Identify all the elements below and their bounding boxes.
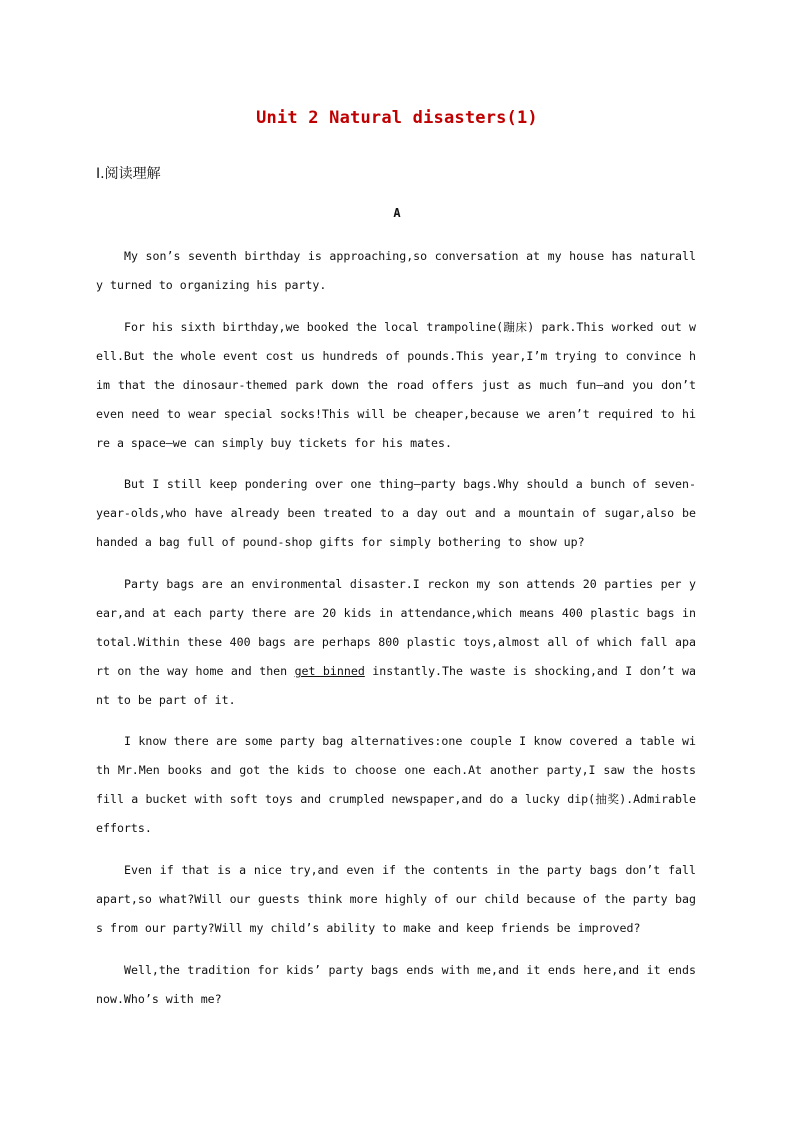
paragraph-4: Party bags are an environmental disaster.I reckon my son attends 20 parties per year,and at each party there are 20 kids in attendance,which means 400 plastic bags in total.Within these 400 bags are perhaps 800 plastic toys,almost all of which fall apart on the way home and then get binned instantly.The waste is shocking,and I don’t want to be part of it. xyxy=(96,577,696,707)
paragraph-5: I know there are some party bag alternatives:one couple I know covered a table with Mr.Men books and got the kids to choose one each.At another party,I saw the hosts fill a bucket with soft toys and crumpled newspaper,and do a lucky dip(抽奖).Admirable efforts. xyxy=(96,734,696,835)
paragraph-6: Even if that is a nice try,and even if the contents in the party bags don’t fall apart,so what?Will our guests think more highly of our child because of the party bags from our party?Will my child’s ability to make and keep friends be improved? xyxy=(96,863,696,935)
section-heading: Ⅰ.阅读理解 xyxy=(96,166,161,182)
paragraph-7: Well,the tradition for kids’ party bags ends with me,and it ends here,and it ends now.Who’s with me? xyxy=(96,963,696,1006)
passage-label: A xyxy=(393,206,401,220)
page-title: Unit 2 Natural disasters(1) xyxy=(256,108,538,128)
underlined-phrase: get binned xyxy=(294,664,365,678)
paragraph-2: For his sixth birthday,we booked the local trampoline(蹦床) park.This worked out well.But the whole event cost us hundreds of pounds.This year,I’m trying to convince him that the dinosaur-themed park down the road offers just as much fun—and you don’t even need to wear special socks!This will be cheaper,because we aren’t required to hire a space—we can simply buy tickets for his mates. xyxy=(96,320,696,450)
paragraph-1: My son’s seventh birthday is approaching,so conversation at my house has naturally turned to organizing his party. xyxy=(96,249,696,292)
paragraph-3: But I still keep pondering over one thing—party bags.Why should a bunch of seven-year-olds,who have already been treated to a day out and a mountain of sugar,also be handed a bag full of pound-shop gifts for simply bothering to show up? xyxy=(96,477,696,549)
